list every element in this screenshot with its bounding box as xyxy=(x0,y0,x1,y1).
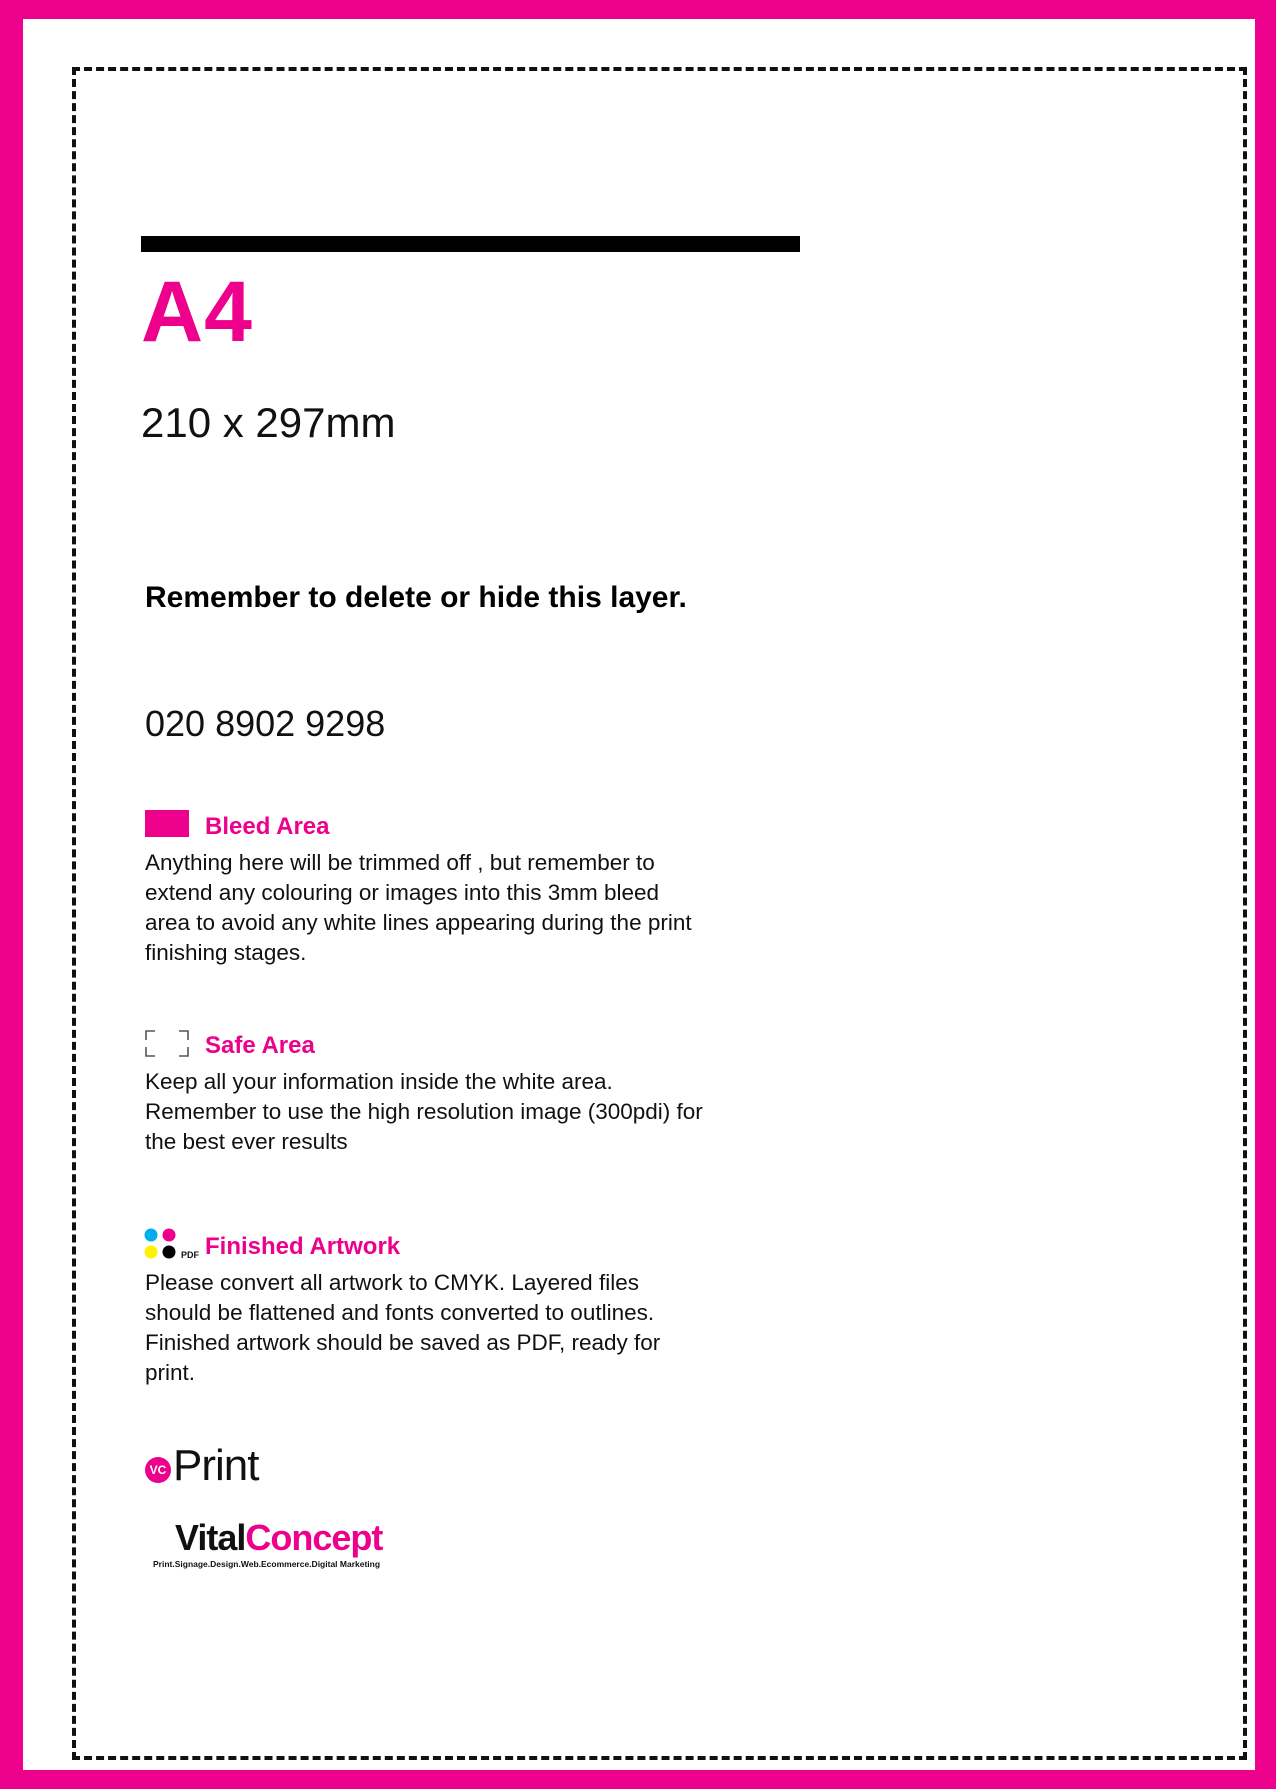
title-rule xyxy=(141,236,800,252)
vc-badge: VC xyxy=(145,1457,171,1483)
bleed-heading: Bleed Area xyxy=(205,813,330,840)
finished-text: Please convert all artwork to CMYK. Layered files should be flattened and fonts converted to outlines. Finished artwork should be saved as PDF, ready for print. xyxy=(145,1270,661,1385)
vc-print-word: Print xyxy=(173,1441,259,1490)
phone-number: 020 8902 9298 xyxy=(145,703,386,744)
safe-text: Keep all your information inside the white area. Remember to use the high resolution image (300pdi) for the best ever results xyxy=(145,1069,703,1154)
safe-heading: Safe Area xyxy=(205,1032,315,1059)
crop-corners-icon xyxy=(145,1030,189,1057)
bleed-text: Anything here will be trimmed off , but remember to extend any colouring or images into this 3mm bleed area to avoid any white lines appearing during the print finishing stages. xyxy=(145,850,692,965)
vital-word: Vital xyxy=(175,1517,246,1558)
size-dimensions: 210 x 297mm xyxy=(141,399,396,446)
pdf-label: PDF xyxy=(181,1250,199,1260)
concept-word: Concept xyxy=(245,1517,383,1558)
vital-concept-name xyxy=(175,1518,382,1558)
pink-swatch-icon xyxy=(145,810,189,837)
cmyk-dots-icon xyxy=(143,1228,203,1262)
vital-concept-logo xyxy=(150,1518,420,1572)
size-title: A4 xyxy=(141,264,253,360)
vital-concept-tagline: Print.Signage.Design.Web.Ecommerce.Digital Marketing xyxy=(153,1559,381,1569)
finished-heading: Finished Artwork xyxy=(205,1233,401,1260)
layer-reminder: Remember to delete or hide this layer. xyxy=(145,581,687,614)
